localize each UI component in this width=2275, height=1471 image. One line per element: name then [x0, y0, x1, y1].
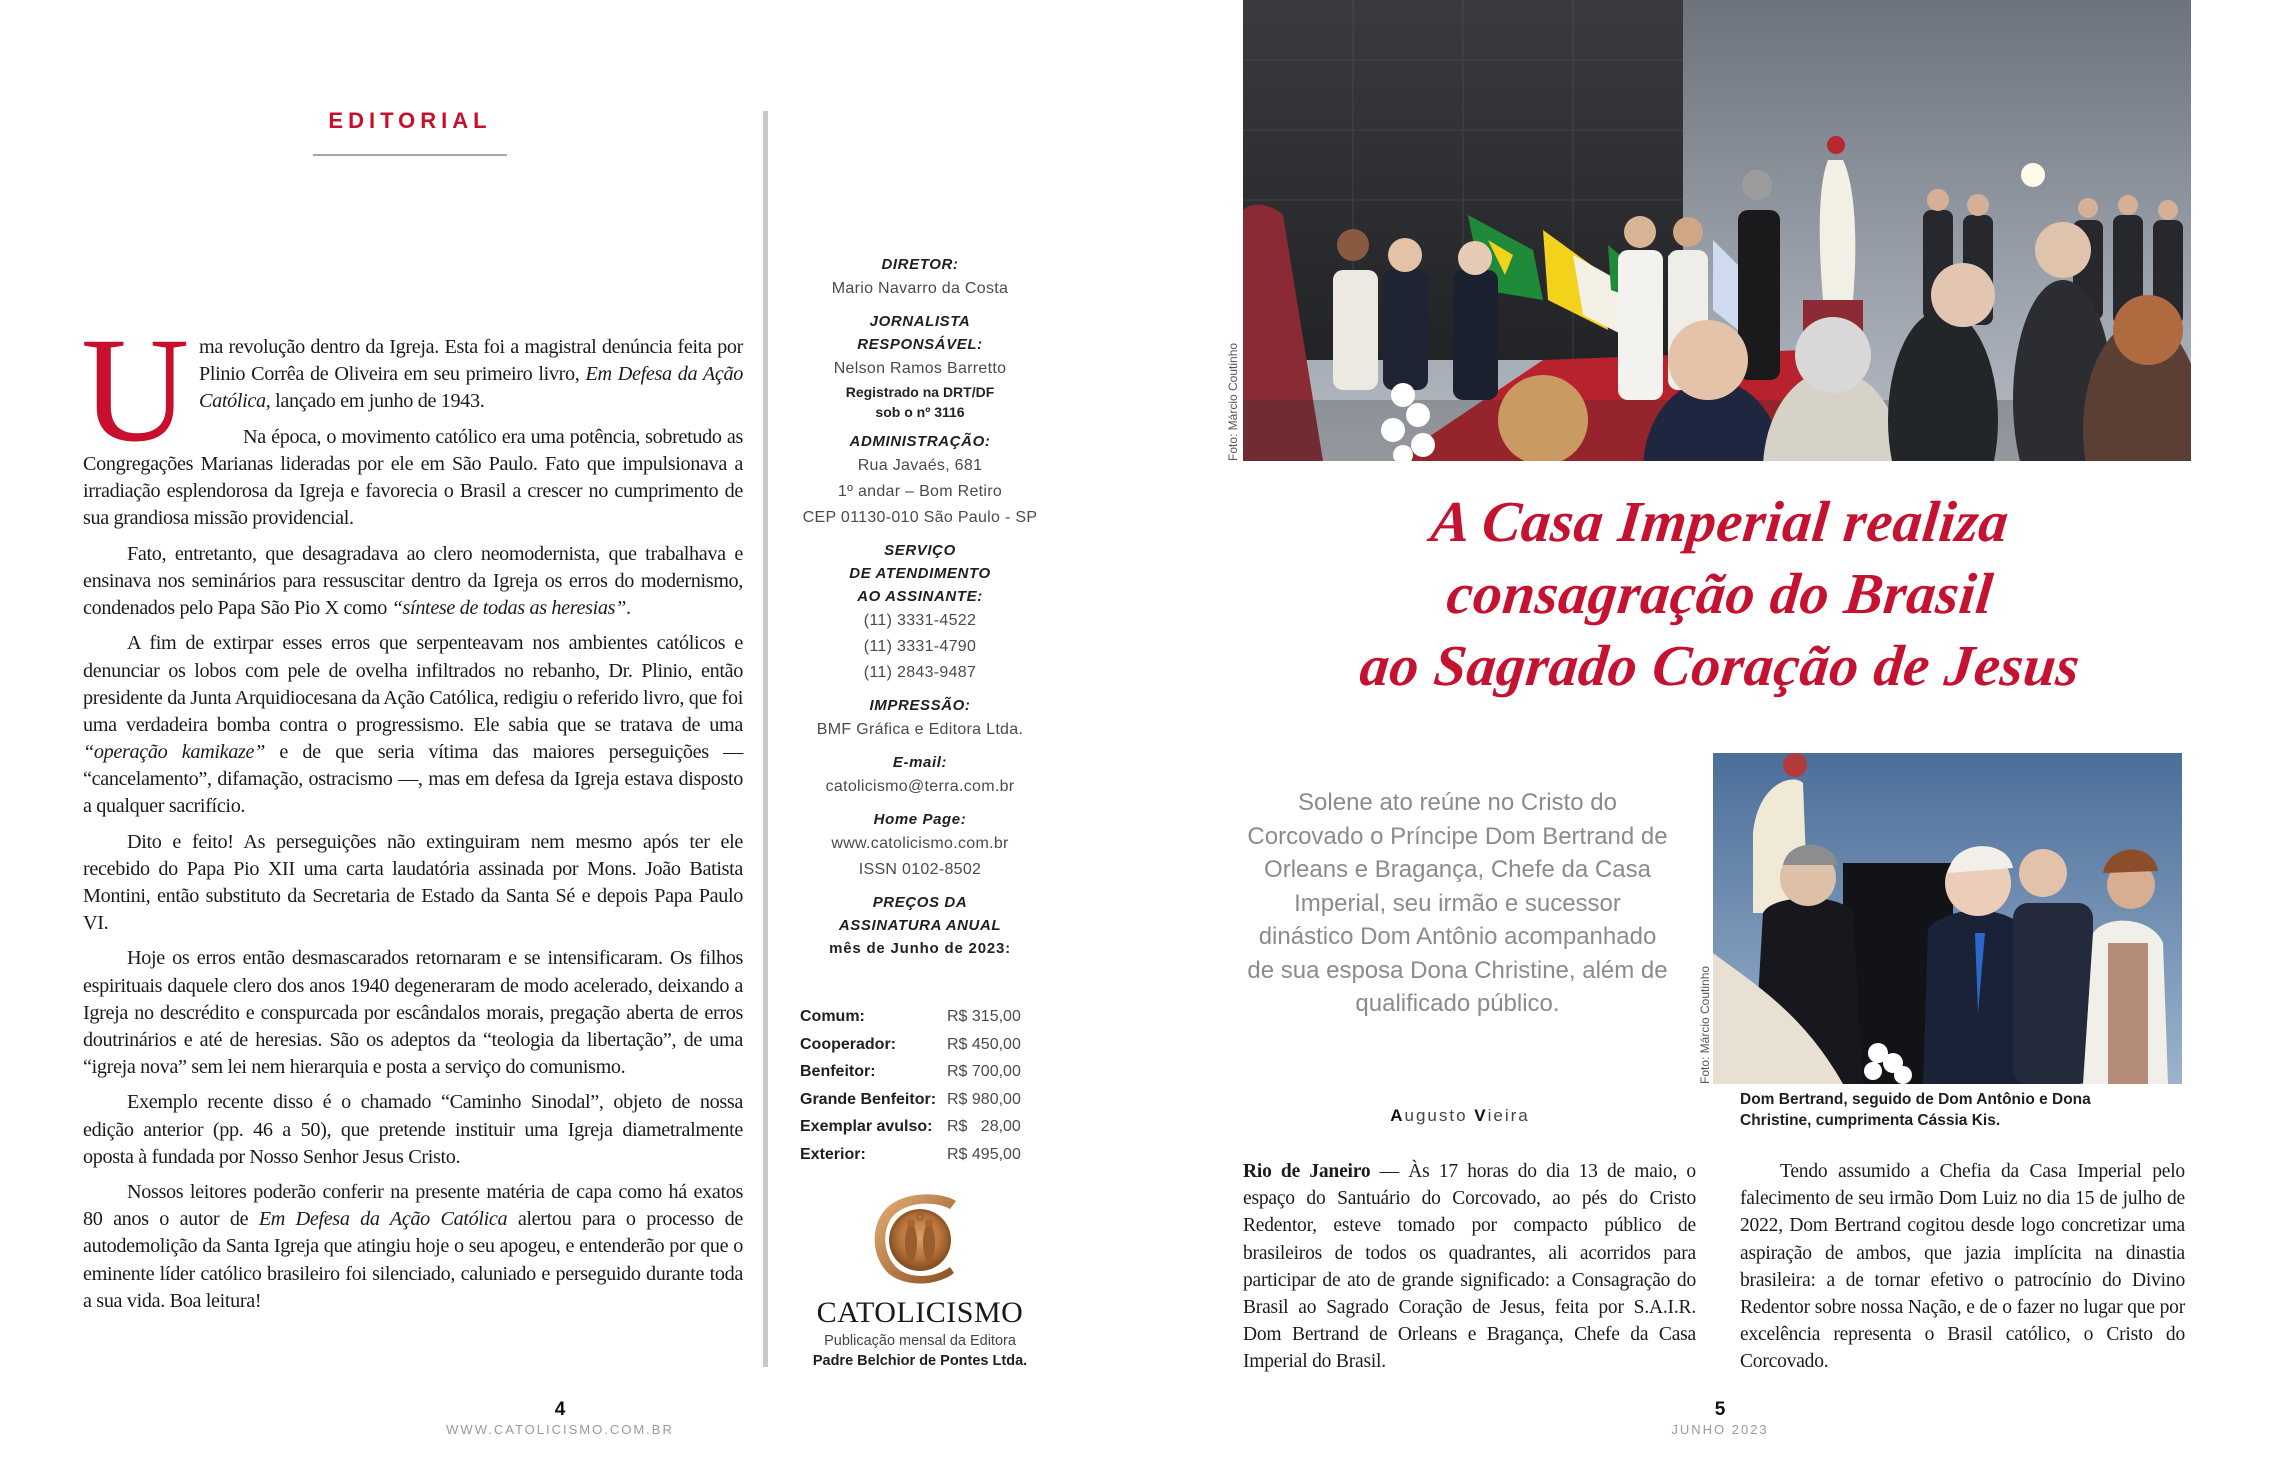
issn: ISSN 0102-8502	[858, 861, 982, 878]
section-title: EDITORIAL	[328, 108, 492, 133]
italic-text: “operação kamikaze”	[83, 740, 265, 763]
homepage-label: Home Page:	[873, 811, 967, 828]
paragraph-text: Nossos leitores poderão conferir na presente matéria de capa como há exatos 80 anos o autor de	[83, 1181, 743, 1231]
price-label: Benfeitor:	[800, 1063, 876, 1080]
photo-ceremony	[1243, 0, 2191, 461]
prices-label: PREÇOS DA	[872, 894, 968, 911]
paragraph-text: Na época, o movimento católico era uma potência, sobretudo as Congregações Marianas lideradas por ele em São Paulo. Fato que impulsionava a irradiação esplendorosa da Igreja e favorecia o Brasil a crescer no cumprimento de sua grandiosa missão providencial.	[83, 425, 743, 530]
price-label: Comum:	[800, 1008, 865, 1025]
article-body-column-2	[1740, 1158, 2185, 1376]
logo-name: CATOLICISMO	[816, 1296, 1024, 1329]
column-divider	[763, 111, 768, 1367]
price-value: R$ 980,00	[947, 1090, 1021, 1108]
service-label-2: DE ATENDIMENTO	[849, 565, 991, 582]
footer-issue-date: JUNHO 2023	[1671, 1422, 1769, 1437]
administration-label: ADMINISTRAÇÃO:	[849, 433, 991, 450]
address-line: 1º andar – Bom Retiro	[837, 483, 1003, 500]
service-label: SERVIÇO	[884, 542, 956, 559]
price-value: R$ 28,00	[947, 1118, 1021, 1135]
italic-text: Em Defesa da Ação Católica	[258, 1208, 508, 1231]
headline-line: A Casa Imperial realiza	[1428, 489, 2013, 554]
article-body-column-1	[1243, 1158, 1696, 1376]
editorial-dropcap: U	[81, 307, 189, 473]
article-headline	[1330, 486, 2110, 702]
price-label: Grande Benfeitor:	[800, 1090, 937, 1108]
paragraph-text: alertou para o processo de autodemolição da Santa Igreja que atingiu hoje o seu apogeu, e entenderão por que o eminente líder católico brasileiro foi silenciado, caluniado e perseguido durante toda a sua vida. Boa leitura!	[83, 1208, 743, 1312]
price-label: Cooperador:	[800, 1035, 896, 1053]
address-line: Rua Javaés, 681	[857, 457, 983, 474]
headline-line: consagração do Brasil	[1443, 561, 1997, 626]
publisher-name: Padre Belchior de Pontes Ltda.	[812, 1353, 1028, 1369]
article-lead: Solene ato reúne no Cristo do Corcovado o Príncipe Dom Bertrand de Orleans e Bragança, Chefe da Casa Imperial, seu irmão e sucessor dinástico Dom Antônio acompanhado de sua esposa Dona Christine, além de qualificado público.	[1247, 789, 1668, 1017]
photo-credit: Foto: Márcio Coutinho	[1226, 342, 1240, 461]
paragraph-text: .	[626, 596, 631, 619]
phone-number: (11) 3331-4790	[863, 638, 977, 655]
prices-label-2: ASSINATURA ANUAL	[838, 917, 1002, 934]
price-row	[800, 1003, 1040, 1031]
paragraph-text: ma revolução dentro da Igreja. Esta foi a magistral denúncia feita por Plinio Corrêa de Oliveira em seu primeiro livro,	[198, 336, 743, 386]
paragraph-text: Exemplo recente disso é o chamado “Caminho Sinodal”, objeto de nossa edição anterior (pp. 46 a 50), que pretende instituir uma Igreja diametralmente oposta à fundada por Nosso Senhor Jesus Cristo.	[83, 1091, 743, 1168]
price-row	[800, 1086, 1040, 1114]
price-row	[800, 1141, 1040, 1169]
price-value: R$ 450,00	[947, 1035, 1021, 1053]
footer-website: WWW.CATOLICISMO.COM.BR	[446, 1422, 674, 1437]
masthead	[790, 253, 1050, 960]
photo-greeting-image	[1713, 753, 2182, 1084]
paragraph-text: A fim de extirpar esses erros que serpenteavam nos ambientes católicos e denunciar os lobos com pele de ovelha infiltrados no rebanho, Dr. Plinio, então presidente da Junta Arquidiocesana da Ação Católica, redigiu o referido livro, que foi uma verdadeira bomba contra o progressismo. Ele sabia que se tratava de uma	[83, 632, 743, 736]
byline-initial: A	[1390, 1106, 1405, 1125]
editorial-first-paragraph-wrap	[81, 296, 743, 473]
editorial-paragraph	[83, 1089, 743, 1170]
italic-text: “síntese de todas as heresias”	[391, 596, 627, 619]
paragraph-text: , lançado em junho de 1943.	[265, 390, 485, 413]
price-value: R$ 495,00	[947, 1145, 1021, 1163]
price-row	[800, 1058, 1040, 1086]
photo-ceremony-image	[1243, 0, 2191, 461]
editorial-paragraph	[83, 541, 743, 622]
editorial-paragraph	[83, 630, 743, 820]
italic-text: Em Defesa da Ação Católica	[198, 363, 743, 413]
byline-text: ieira	[1487, 1106, 1530, 1125]
address-line: CEP 01130-010 São Paulo - SP	[802, 509, 1038, 526]
photo-credit: Foto: Márcio Coutinho	[1698, 965, 1712, 1084]
dateline: Rio de Janeiro	[1243, 1161, 1371, 1182]
price-row	[800, 1031, 1040, 1059]
service-label-3: AO ASSINANTE:	[857, 588, 983, 605]
byline-initial: V	[1474, 1106, 1488, 1125]
journalist-label: JORNALISTA	[869, 313, 971, 330]
email-label: E-mail:	[892, 754, 948, 771]
paragraph-text: Hoje os erros então desmascarados retornaram e se intensificaram. Os filhos espirituais daquele clero dos anos 1940 degeneraram de modo acelerado, deixando a Igreja no descrédito e conspurcada por escândalos morais, pregação aberta de erros doutrinários e até de heresias. São os adeptos da “teologia da libertação”, de uma “igreja nova” sem lei nem hierarquia e posta a serviço do comunismo.	[83, 947, 743, 1078]
byline-text: ugusto	[1404, 1106, 1475, 1125]
price-value: R$ 315,00	[947, 1008, 1021, 1025]
paragraph-text: Fato, entretanto, que desagradava ao clero neomodernista, que trabalhava e ensinava nos seminários para ressuscitar dentro da Igreja os erros do modernismo, condenados pelo Papa São Pio X como	[83, 542, 743, 619]
director-label: DIRETOR:	[881, 256, 959, 273]
photo-greeting	[1713, 753, 2182, 1084]
journalist-registration-number: sob o nº 3116	[875, 404, 965, 420]
price-table	[800, 1003, 1040, 1168]
catolicismo-logo-icon	[870, 1193, 968, 1285]
prices-period: mês de Junho de 2023:	[829, 940, 1011, 957]
page-number-left: 4	[554, 1399, 566, 1420]
editorial-paragraph	[83, 945, 743, 1080]
price-label: Exterior:	[800, 1145, 866, 1163]
journalist-registration: Registrado na DRT/DF	[845, 384, 995, 400]
email-link[interactable]: catolicismo@terra.com.br	[825, 778, 1015, 795]
paragraph-text: Dito e feito! As perseguições não extinguiram nem mesmo após ter ele recebido do Papa Pio XII uma carta laudatória assinada por Mons. João Batista Montini, então substituto da Secretaria de Estado da Santa Sé e depois Papa Paulo VI.	[83, 830, 743, 934]
editorial-text	[83, 296, 743, 1323]
director-name: Mario Navarro da Costa	[831, 280, 1009, 297]
printing-label: IMPRESSÃO:	[869, 697, 971, 714]
phone-number: (11) 3331-4522	[863, 612, 977, 629]
editorial-paragraph	[83, 1179, 743, 1314]
editorial-paragraph	[83, 829, 743, 937]
photo-caption: Dom Bertrand, seguido de Dom Antônio e Dona Christine, cumprimenta Cássia Kis.	[1740, 1091, 2091, 1129]
price-row	[800, 1113, 1040, 1141]
article-byline	[1340, 1106, 1580, 1126]
homepage-link[interactable]: www.catolicismo.com.br	[831, 835, 1009, 852]
page-number-right: 5	[1714, 1399, 1726, 1420]
price-value: R$ 700,00	[947, 1063, 1021, 1080]
section-title-divider	[313, 154, 507, 156]
journalist-name: Nelson Ramos Barretto	[833, 360, 1007, 377]
paragraph-text: e de que seria vítima das maiores perseguições — “cancelamento”, difamação, ostracismo —, mas em defesa da Igreja estava disposto a qualquer sacrifício.	[83, 740, 743, 817]
article-body-text: Tendo assumido a Chefia da Casa Imperial pelo falecimento de seu irmão Dom Luiz no dia 15 de julho de 2022, Dom Bertrand cogitou desde logo concretizar uma aspiração de ambos, que jazia implícita na dinastia brasileira: a de tornar efetivo o patrocínio do Divino Redentor sobre nossa Nação, e de o fazer no lugar que por excelência representa o Brasil católico, o Cristo do Corcovado.	[1740, 1161, 2185, 1373]
article-body-text: — Às 17 horas do dia 13 de maio, o espaço do Santuário do Corcovado, ao pés do Cristo Redentor, esteve tomado por compacto público de brasileiros de todos os quadrantes, ali acorridos para participar de ato de grande significado: a Consagração do Brasil ao Sagrado Coração de Jesus, feita por S.A.I.R. Dom Bertrand de Orleans e Bragança, Chefe da Casa Imperial do Brasil.	[1243, 1161, 1696, 1373]
headline-line: ao Sagrado Coração de Jesus	[1357, 633, 2084, 698]
phone-number: (11) 2843-9487	[863, 664, 977, 681]
publisher-line: Publicação mensal da Editora	[824, 1333, 1016, 1349]
journalist-label-2: RESPONSÁVEL:	[857, 336, 983, 353]
price-label: Exemplar avulso:	[800, 1118, 933, 1135]
printing-company: BMF Gráfica e Editora Ltda.	[816, 721, 1024, 738]
